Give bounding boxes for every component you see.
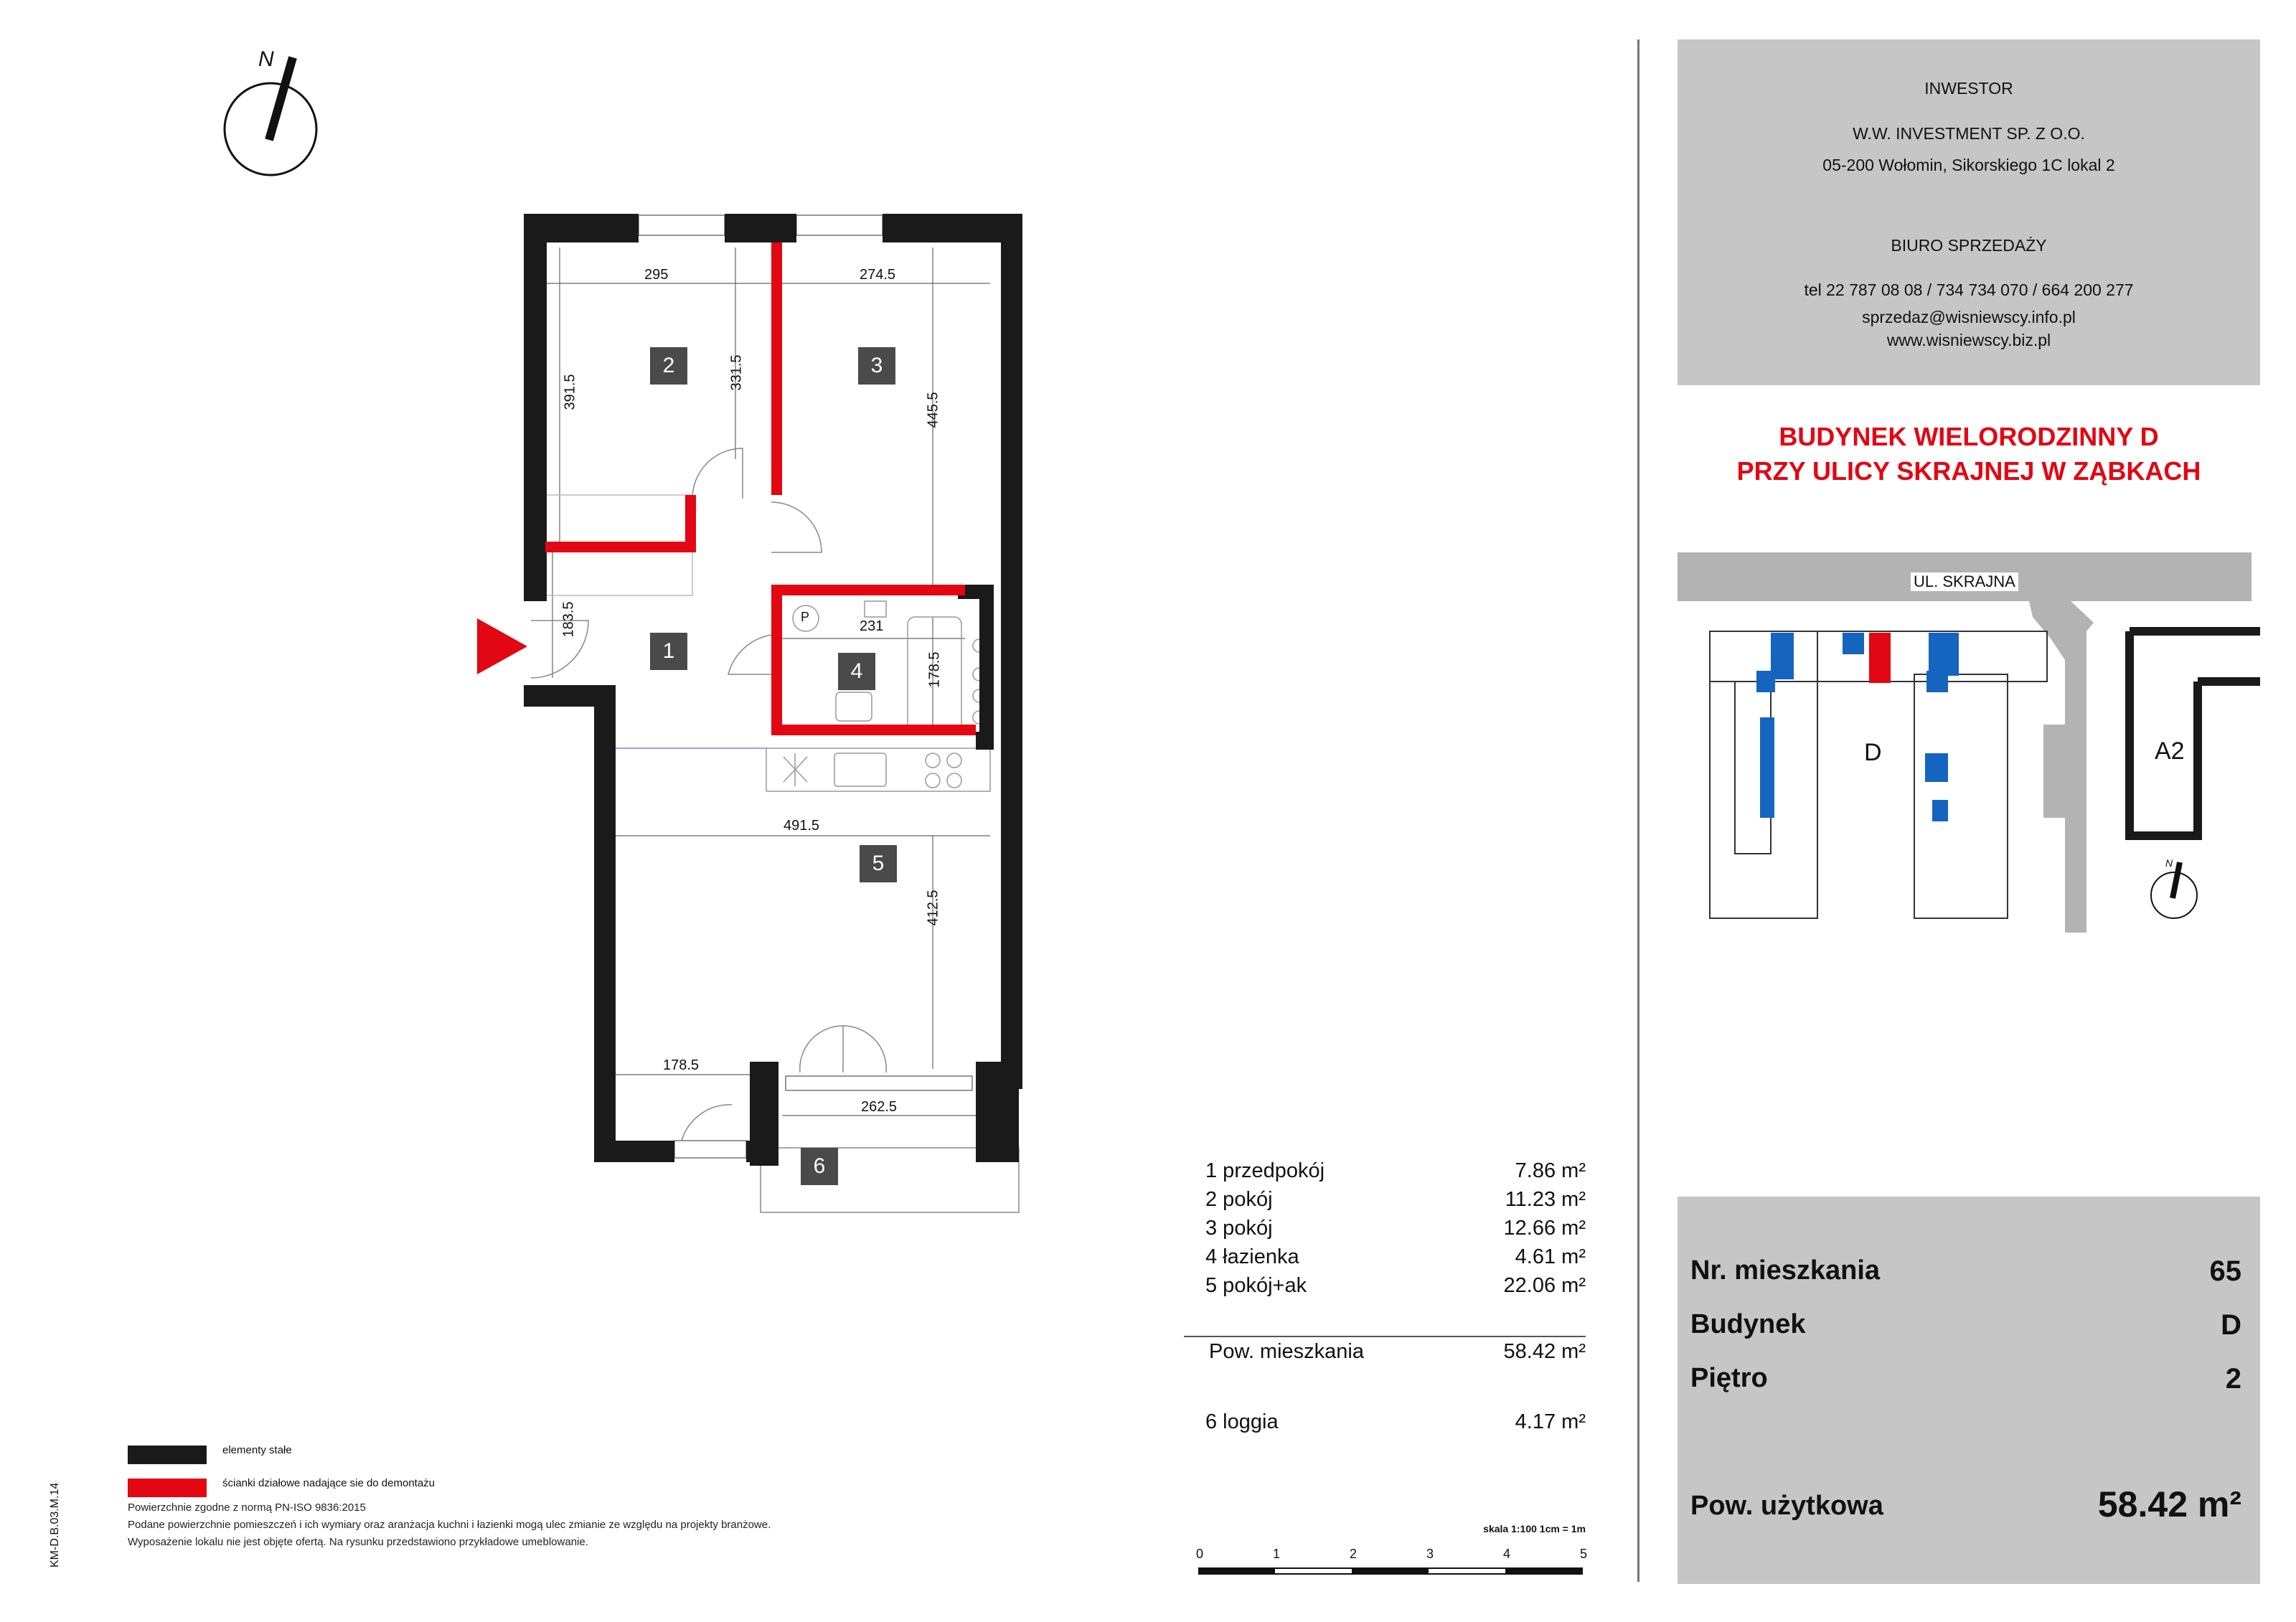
area-row: 5 pokój+ak 22.06 m² (1205, 1274, 1586, 1297)
dim-412-5: 412.5 (925, 890, 941, 926)
note-standard: Powierzchnie zgodne z normą PN-ISO 9836:2015 (128, 1501, 366, 1514)
bathroom-symbol: P (801, 610, 810, 624)
building-title (1678, 420, 2260, 489)
area-row: 3 pokój 12.66 m² (1205, 1217, 1586, 1240)
room-6-label: 6 (801, 1148, 838, 1185)
scale-tick-1: 1 (1273, 1547, 1281, 1561)
dim-178-5-vertical: 178.5 (926, 651, 943, 688)
building-title-line1: BUDYNEK WIELORODZINNY D (1779, 422, 2159, 451)
legend-removable-label: ścianki działowe nadające sie do demontażu (222, 1477, 436, 1489)
area-row: 4 łazienka 4.61 m² (1205, 1245, 1586, 1268)
dim-391-5: 391.5 (562, 374, 578, 410)
dim-262-5: 262.5 (861, 1099, 898, 1115)
sales-phones: tel 22 787 08 08 / 734 734 070 / 664 200 277 (1804, 280, 2134, 299)
area-row: 1 przedpokój 7.86 m² (1205, 1159, 1586, 1182)
dim-331-5: 331.5 (728, 354, 745, 391)
dim-295: 295 (644, 267, 669, 283)
area-divider (1184, 1336, 1586, 1337)
building-title-line2: PRZY ULICY SKRAJNEJ W ZĄBKACH (1736, 456, 2201, 486)
vertical-separator (1637, 39, 1639, 1582)
sales-heading: BIURO SPRZEDAŻY (1891, 236, 2047, 255)
dim-274-5: 274.5 (860, 267, 896, 283)
apartment-number-label: Nr. mieszkania (1690, 1255, 1881, 1286)
legend-fixed-swatch (128, 1446, 207, 1464)
building-label: Budynek (1690, 1309, 1806, 1339)
apartment-info-box (1678, 1197, 2260, 1584)
site-plan (1678, 552, 2260, 940)
entrance-arrow-icon (477, 618, 527, 674)
site-building-d-label: D (1864, 739, 1882, 766)
floor-label: Piętro (1690, 1363, 1768, 1393)
apartment-number-value: 65 (2209, 1255, 2241, 1287)
north-arrow-icon (225, 57, 316, 175)
room-4-label: 4 (838, 653, 875, 690)
scale-label: skala 1:100 1cm = 1m (1483, 1523, 1586, 1534)
scale-tick-0: 0 (1196, 1547, 1204, 1561)
scale-tick-3: 3 (1426, 1547, 1434, 1561)
building-value: D (2221, 1309, 2241, 1341)
room-5-label: 5 (860, 845, 897, 882)
dim-183-5: 183.5 (560, 601, 577, 638)
scale-bar (1191, 1517, 1593, 1582)
dim-178-5: 178.5 (663, 1057, 700, 1073)
legend-removable-swatch (128, 1479, 207, 1497)
loggia-row: 6 loggia 4.17 m² (1205, 1410, 1586, 1433)
scale-tick-5: 5 (1580, 1547, 1588, 1561)
scale-tick-2: 2 (1350, 1547, 1358, 1561)
dim-445-5: 445.5 (925, 392, 941, 428)
site-north-label: N (2165, 857, 2173, 869)
dim-231: 231 (860, 618, 884, 634)
legend-fixed-label: elementy stałe (222, 1444, 292, 1456)
note-areas: Podane powierzchnie pomieszczeń i ich wymiary oraz aranżacja kuchni i łazienki mogą ulec zmianie ze względu na projekty branżowe. (128, 1519, 771, 1531)
usable-area-label: Pow. użytkowa (1690, 1491, 1883, 1521)
north-label: N (258, 47, 274, 71)
drawing-code: KM-D.B.03.M.14 (49, 1482, 61, 1567)
sales-email[interactable]: sprzedaz@wisniewscy.info.pl (1862, 308, 2076, 326)
scale-tick-4: 4 (1503, 1547, 1511, 1561)
dim-491-5: 491.5 (784, 818, 820, 834)
room-2-label: 2 (650, 347, 687, 385)
scale-bar-graphic (1198, 1566, 1586, 1576)
area-row: 2 pokój 11.23 m² (1205, 1188, 1586, 1211)
investor-company: W.W. INVESTMENT SP. Z O.O. (1853, 124, 2085, 143)
room-1-label: 1 (650, 633, 687, 670)
total-area-row: Pow. mieszkania 58.42 m² (1209, 1340, 1586, 1363)
room-3-label: 3 (858, 347, 895, 385)
investor-heading: INWESTOR (1924, 79, 2013, 98)
floor-value: 2 (2225, 1363, 2241, 1395)
investor-box (1678, 39, 2260, 385)
note-equipment: Wyposażenie lokalu nie jest objęte ofertą. Na rysunku przedstawiono przykładowe umeblowanie. (128, 1536, 588, 1548)
usable-area-value: 58.42 m² (2097, 1484, 2241, 1524)
site-building-a2-label: A2 (2155, 737, 2185, 765)
street-label: UL. SKRAJNA (1911, 572, 2018, 591)
sales-website[interactable]: www.wisniewscy.biz.pl (1886, 331, 2051, 349)
investor-address: 05-200 Wołomin, Sikorskiego 1C lokal 2 (1822, 156, 2115, 174)
